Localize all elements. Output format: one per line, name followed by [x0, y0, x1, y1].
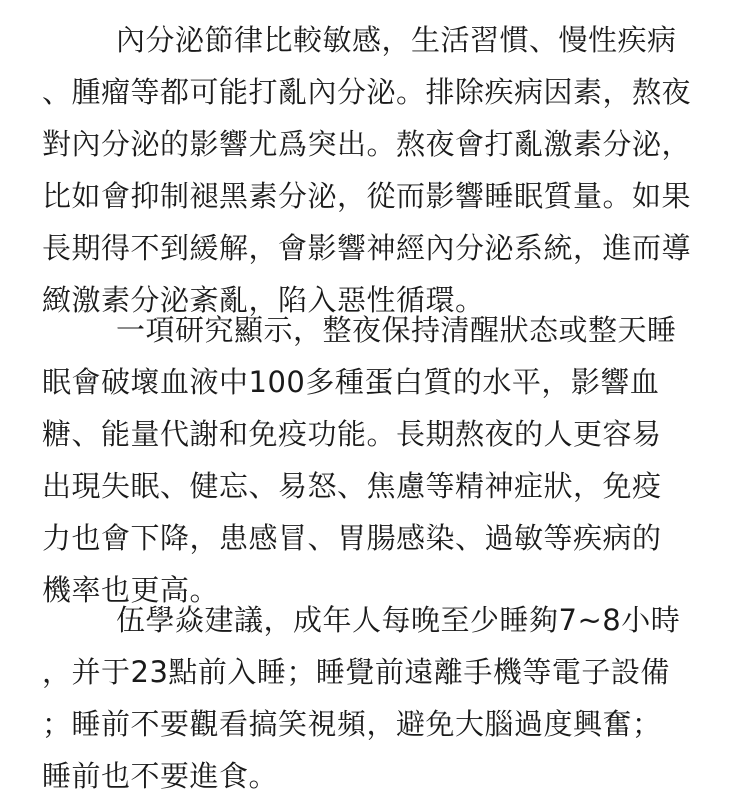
paragraph-line: 一項研究顯示，整夜保持清醒狀态或整天睡: [116, 313, 677, 347]
paragraph-line: 糖、能量代謝和免疫功能。長期熬夜的人更容易: [42, 417, 662, 451]
paragraph-line: 伍學焱建議，成年人每晚至少睡夠7~8小時: [116, 603, 681, 637]
paragraph-line: ，并于23點前入睡；睡覺前遠離手機等電子設備: [42, 655, 670, 689]
paragraph-line: 力也會下降，患感冒、胃腸感染、過敏等疾病的: [42, 521, 662, 555]
paragraph-expert-advice: [42, 594, 710, 802]
paragraph-line: 對內分泌的影響尤爲突出。熬夜會打亂激素分泌，: [42, 127, 692, 161]
paragraph-line: 、腫瘤等都可能打亂內分泌。排除疾病因素，熬夜: [42, 75, 692, 109]
paragraph-line: 睡前也不要進食。: [42, 759, 279, 793]
paragraph-line: 眠會破壞血液中100多種蛋白質的水平，影響血: [42, 365, 660, 399]
paragraph-line: 比如會抑制褪黑素分泌，從而影響睡眠質量。如果: [42, 179, 692, 213]
paragraph-research-findings: [42, 304, 710, 616]
paragraph-line: 長期得不到緩解，會影響神經內分泌系統，進而導: [42, 231, 692, 265]
paragraph-line: 緻激素分泌紊亂，陷入惡性循環。: [42, 283, 485, 317]
paragraph-line: 機率也更高。: [42, 573, 220, 607]
paragraph-sleep-hormones: [42, 14, 710, 326]
paragraph-line: ；睡前不要觀看搞笑視頻，避免大腦過度興奮；: [42, 707, 662, 741]
paragraph-line: 出現失眠、健忘、易怒、焦慮等精神症狀，免疫: [42, 469, 662, 503]
paragraph-line: 內分泌節律比較敏感，生活習慣、慢性疾病: [116, 23, 677, 57]
